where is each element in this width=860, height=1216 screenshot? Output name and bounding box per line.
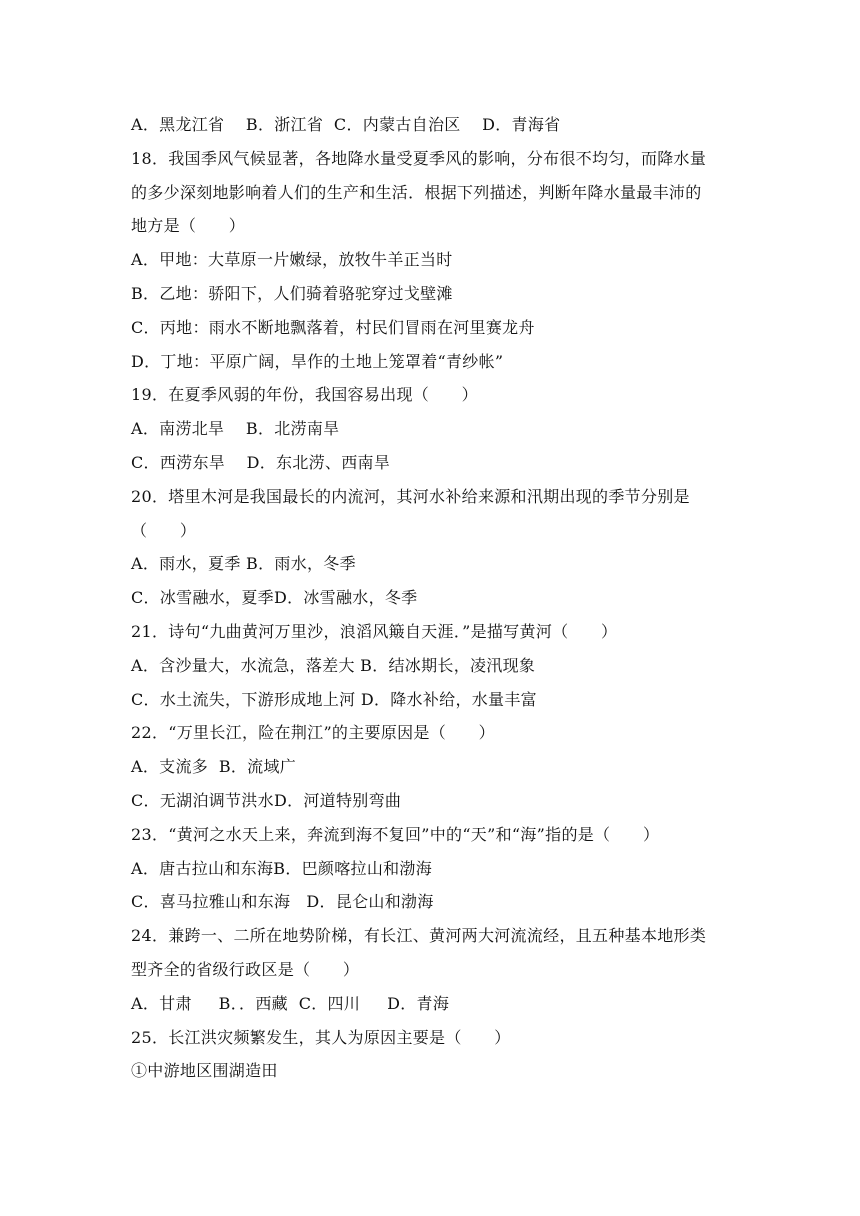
q19-options-cd: C．西涝东旱 D．东北涝、西南旱 xyxy=(131,452,391,472)
q22-options-ab: A．支流多 B．流域广 xyxy=(131,757,297,777)
q20-options-ab: A．雨水，夏季 B．雨水，冬季 xyxy=(131,554,356,574)
q21-options-cd: C．水土流失，下游形成地上河 D．降水补给，水量丰富 xyxy=(131,689,537,709)
question-text-block xyxy=(131,108,741,1088)
q18-option-c: C．丙地：雨水不断地飘落着，村民们冒雨在河里赛龙舟 xyxy=(131,317,535,337)
q18-stem-line-2: 的多少深刻地影响着人们的生产和生活．根据下列描述，判断年降水量最丰沛的 xyxy=(131,182,702,202)
q18-option-d: D．丁地：平原广阔，旱作的土地上笼罩着“青纱帐” xyxy=(131,351,504,371)
q24-options: A．甘肃 B．．西藏 C．四川 D．青海 xyxy=(131,993,450,1013)
q20-options-cd: C．冰雪融水，夏季D．冰雪融水，冬季 xyxy=(131,588,418,608)
q18-option-a: A．甲地：大草原一片嫩绿，放牧牛羊正当时 xyxy=(131,250,453,270)
q25-item-1: ①中游地区围湖造田 xyxy=(131,1061,278,1081)
q23-stem: 23．“黄河之水天上来，奔流到海不复回”中的“天”和“海”指的是（ ） xyxy=(131,824,660,844)
q25-stem: 25．长江洪灾频繁发生，其人为原因主要是（ ） xyxy=(131,1027,511,1047)
q18-stem-line-3: 地方是（ ） xyxy=(131,216,246,236)
q22-stem: 22．“万里长江，险在荆江”的主要原因是（ ） xyxy=(131,723,495,743)
q18-option-b: B．乙地：骄阳下，人们骑着骆驼穿过戈壁滩 xyxy=(131,283,453,303)
q22-options-cd: C．无湖泊调节洪水D．河道特别弯曲 xyxy=(131,790,402,810)
q17-options: A．黑龙江省 B．浙江省 C．内蒙古自治区 D．青海省 xyxy=(131,115,561,134)
q20-stem-line-1: 20．塔里木河是我国最长的内流河，其河水补给来源和汛期出现的季节分别是 xyxy=(131,486,690,506)
q21-options-ab: A．含沙量大，水流急，落差大 B．结冰期长，凌汛现象 xyxy=(131,655,536,675)
q23-options-ab: A．唐古拉山和东海B．巴颜喀拉山和渤海 xyxy=(131,858,433,878)
q24-stem-line-2: 型齐全的省级行政区是（ ） xyxy=(131,959,360,979)
q19-options-ab: A．南涝北旱 B．北涝南旱 xyxy=(131,419,340,439)
q21-stem: 21．诗句“九曲黄河万里沙，浪滔风簸自天涯．”是描写黄河（ ） xyxy=(131,621,618,641)
q20-stem-line-2: （ ） xyxy=(131,520,197,540)
q19-stem: 19．在夏季风弱的年份，我国容易出现（ ） xyxy=(131,385,478,405)
q23-options-cd: C．喜马拉雅山和东海 D．昆仑山和渤海 xyxy=(131,892,434,912)
q18-stem-line-1: 18．我国季风气候显著，各地降水量受夏季风的影响，分布很不均匀，而降水量 xyxy=(131,148,707,168)
q24-stem-line-1: 24．兼跨一、二所在地势阶梯，有长江、黄河两大河流流经，且五种基本地形类 xyxy=(131,926,707,946)
